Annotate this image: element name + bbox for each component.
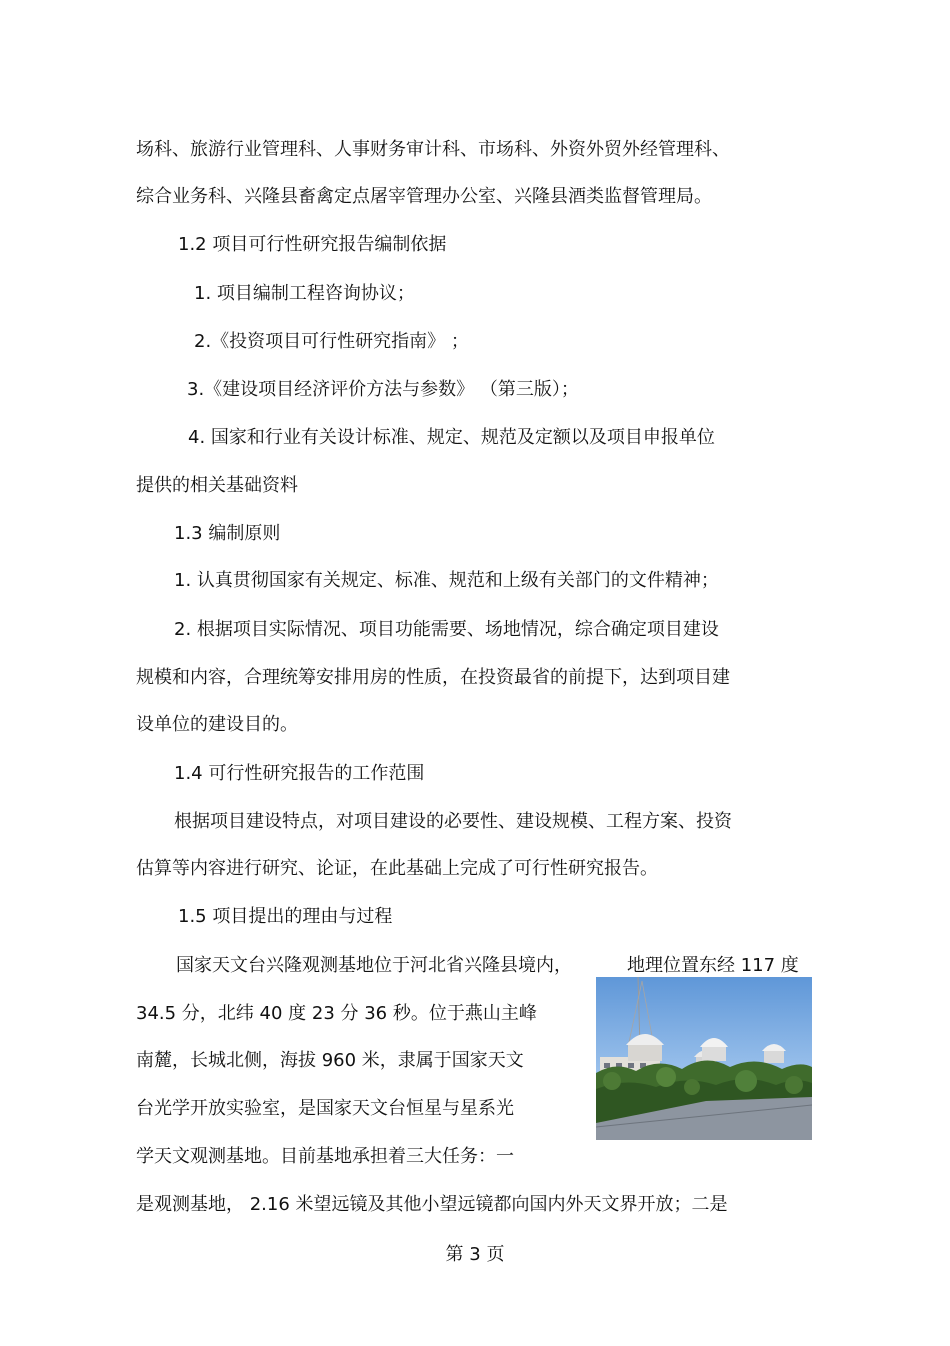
observatory-photo xyxy=(596,977,812,1140)
section-heading: 1.3 编制原则 xyxy=(174,523,281,544)
section-heading: 1.5 项目提出的理由与过程 xyxy=(178,906,393,927)
text-line: 南麓，长城北侧，海拔 960 米，隶属于国家天文 xyxy=(136,1050,524,1071)
text-line: 设单位的建设目的。 xyxy=(136,714,298,735)
section-heading: 1.4 可行性研究报告的工作范围 xyxy=(174,763,425,784)
text-line: 综合业务科、兴隆县畜禽定点屠宰管理办公室、兴隆县酒类监督管理局。 xyxy=(136,186,712,207)
list-item: 2. 根据项目实际情况、项目功能需要、场地情况，综合确定项目建设 xyxy=(174,619,719,640)
list-item: 1. 项目编制工程咨询协议； xyxy=(194,283,415,304)
section-heading: 1.2 项目可行性研究报告编制依据 xyxy=(178,234,447,255)
text-line: 地理位置东经 117 度 xyxy=(627,955,799,976)
page-number: 第 3 页 xyxy=(445,1244,505,1265)
text-line: 规模和内容，合理统筹安排用房的性质，在投资最省的前提下，达到项目建 xyxy=(136,667,730,688)
text-line: 场科、旅游行业管理科、人事财务审计科、市场科、外资外贸外经管理科、 xyxy=(136,139,730,160)
text-line: 34.5 分，北纬 40 度 23 分 36 秒。位于燕山主峰 xyxy=(136,1003,537,1024)
list-item: 2.《投资项目可行性研究指南》 ； xyxy=(194,331,469,352)
text-line: 估算等内容进行研究、论证，在此基础上完成了可行性研究报告。 xyxy=(136,858,658,879)
text-line: 根据项目建设特点，对项目建设的必要性、建设规模、工程方案、投资 xyxy=(174,811,732,832)
list-item: 1. 认真贯彻国家有关规定、标准、规范和上级有关部门的文件精神； xyxy=(174,570,719,591)
list-item: 4. 国家和行业有关设计标准、规定、规范及定额以及项目申报单位 xyxy=(188,427,715,448)
text-line: 台光学开放实验室，是国家天文台恒星与星系光 xyxy=(136,1098,514,1119)
text-line: 是观测基地， 2.16 米望远镜及其他小望远镜都向国内外天文界开放；二是 xyxy=(136,1194,728,1215)
text-line: 提供的相关基础资料 xyxy=(136,475,298,496)
list-item: 3.《建设项目经济评价方法与参数》 （第三版）； xyxy=(187,379,579,400)
text-line: 国家天文台兴隆观测基地位于河北省兴隆县境内， xyxy=(176,955,572,976)
text-line: 学天文观测基地。目前基地承担着三大任务：一 xyxy=(136,1146,514,1167)
